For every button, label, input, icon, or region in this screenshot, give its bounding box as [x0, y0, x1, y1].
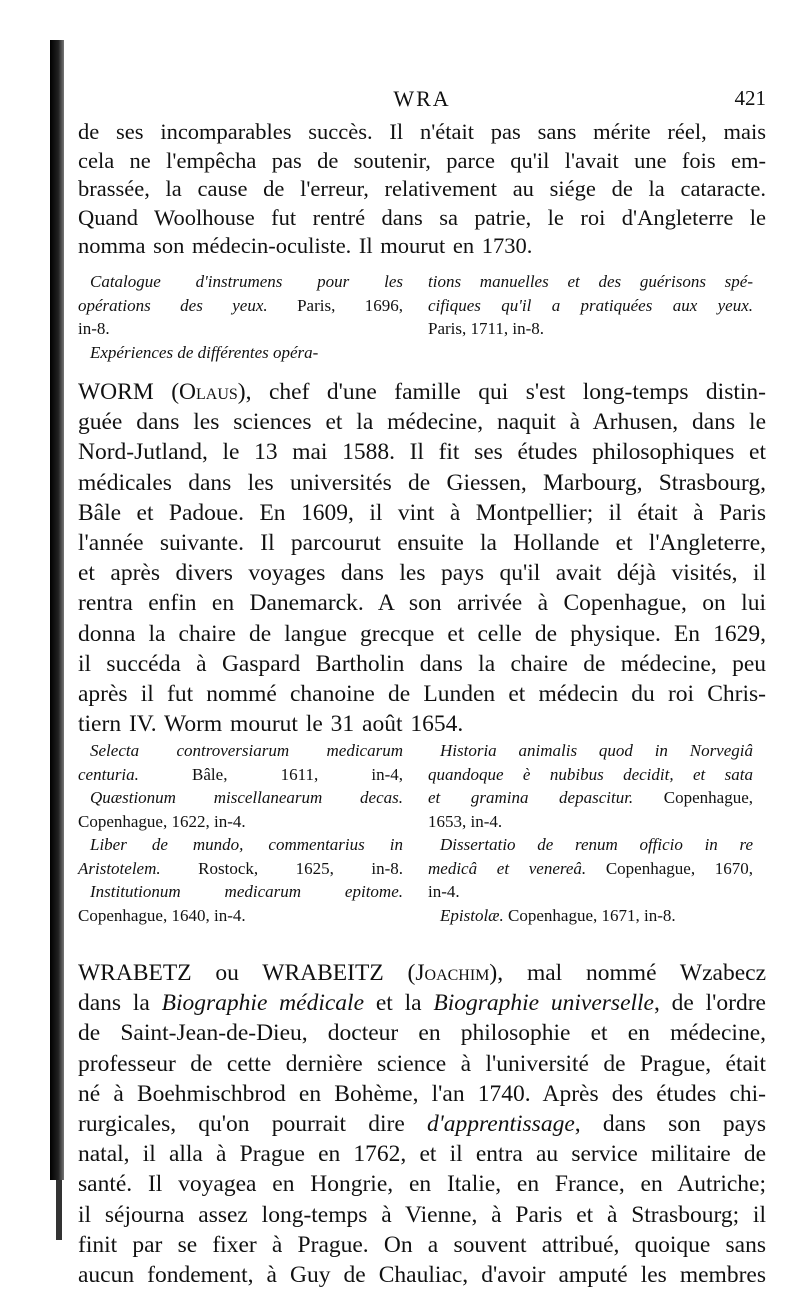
- reference-line: Quæstionum miscellanearum decas.: [90, 788, 403, 807]
- reference-line: in-8.: [78, 319, 110, 338]
- text-line: professeur de cette dernière science à l'université de Prague, était: [78, 1050, 766, 1077]
- reference-line: Expériences de différentes opéra-: [90, 342, 319, 362]
- text-line: né à Boehmischbrod en Bohème, l'an 1740. Après des études chi-: [78, 1080, 766, 1107]
- binding-shadow-lower: [56, 1180, 62, 1240]
- bibliography-column-left: [78, 739, 403, 927]
- text-line: natal, il alla à Prague en 1762, et il entra au service militaire de: [78, 1141, 766, 1168]
- reference-line: Copenhague, 1640, in-4.: [78, 905, 246, 925]
- reference-line: Institutionum medicarum epitome.: [90, 882, 403, 901]
- text-line: dans la Biographie médicale et la Biographie universelle, de l'ordre: [78, 990, 766, 1017]
- text-line: aucun fondement, à Guy de Chauliac, d'avoir amputé les membres: [78, 1262, 766, 1289]
- reference-line: Copenhague, 1622, in-4.: [78, 811, 246, 831]
- reference-line: 1653, in-4.: [428, 811, 503, 831]
- text-line: et après divers voyages dans les pays qu'il avait déjà visités, il: [78, 560, 766, 587]
- text-line: cela ne l'empêcha pas de soutenir, parce qu'il l'avait une fois em-: [78, 147, 766, 173]
- text-line: donna la chaire de langue grecque et celle de physique. En 1629,: [78, 620, 766, 647]
- reference-line: Liber de mundo, commentarius in: [90, 835, 403, 854]
- reference-line: opérations des yeux. Paris, 1696,: [78, 295, 403, 315]
- entry-wrabetz: [78, 958, 766, 1290]
- reference-line: Epistolæ. Copenhague, 1671, in-8.: [440, 905, 676, 925]
- reference-line: quandoque è nubibus decidit, et sata: [428, 764, 753, 784]
- text-line: de ses incomparables succès. Il n'était pas sans mérite réel, mais: [78, 119, 766, 144]
- text-line: Bâle et Padoue. En 1609, il vint à Montpellier; il était à Paris: [78, 499, 766, 526]
- text-line: médicales dans les universités de Giessen, Marbourg, Strasbourg,: [78, 469, 766, 496]
- bibliography-column-left: [78, 270, 403, 364]
- headword: WRABETZ ou WRABEITZ: [78, 960, 384, 986]
- bibliography-column-right: [428, 270, 753, 341]
- text-line: il séjourna assez long-temps à Vienne, à Paris et à Strasbourg; il: [78, 1201, 766, 1228]
- page-header: [78, 86, 766, 116]
- page-number: 421: [734, 86, 766, 110]
- reference-line: cifiques qu'il a pratiquées aux yeux.: [428, 295, 753, 315]
- text-line: finit par se fixer à Prague. On a souvent attribué, quoique sans: [78, 1231, 766, 1258]
- running-head: WRA: [393, 86, 451, 111]
- text-line: nomma son médecin-oculiste. Il mourut en 1730.: [78, 233, 533, 259]
- text-line: après il fut nommé chanoine de Lunden et médecin du roi Chris-: [78, 681, 766, 708]
- headword: WORM: [78, 379, 154, 405]
- text-line: tiern IV. Worm mourut le 31 août 1654.: [78, 711, 464, 738]
- text-line: de Saint-Jean-de-Dieu, docteur en philosophie et en médecine,: [78, 1020, 766, 1047]
- text-line: WRABETZ ou WRABEITZ (Joachim), mal nommé Wzabecz: [78, 960, 767, 986]
- headword-firstname: Joachim: [415, 960, 490, 986]
- cited-work: Biographie universelle: [433, 990, 654, 1017]
- text-line: Nord-Jutland, le 13 mai 1588. Il fit ses études philosophiques et: [78, 439, 766, 466]
- reference-line: Selecta controversiarum medicarum: [90, 741, 403, 760]
- cited-work: Biographie médicale: [161, 990, 365, 1017]
- entry-worm: [78, 377, 766, 739]
- bibliography-column-right: [428, 739, 753, 927]
- reference-line: et gramina depascitur. Copenhague,: [428, 788, 753, 807]
- text-line: l'année suivante. Il parcourut ensuite la Hollande et l'Angleterre,: [78, 530, 766, 557]
- text-line: Quand Woolhouse fut rentré dans sa patrie, le roi d'Angleterre le: [78, 204, 766, 230]
- reference-line: in-4.: [428, 882, 460, 901]
- reference-line: Catalogue d'instrumens pour les: [90, 272, 403, 291]
- reference-line: centuria. Bâle, 1611, in-4,: [78, 764, 403, 784]
- reference-line: Dissertatio de renum officio in re: [440, 835, 753, 854]
- paragraph-woolhouse-end: [78, 118, 766, 261]
- reference-line: tions manuelles et des guérisons spé-: [428, 272, 753, 291]
- text-line: rurgicales, qu'on pourrait dire d'apprentissage, dans son pays: [78, 1111, 766, 1138]
- reference-line: Paris, 1711, in-8.: [428, 319, 545, 338]
- text-line: santé. Il voyagea en Hongrie, en Italie, en France, en Autriche;: [78, 1171, 766, 1198]
- headword-firstname: Olaus: [179, 379, 238, 405]
- reference-line: medicâ et venereâ. Copenhague, 1670,: [428, 858, 753, 878]
- text-line: guée dans les sciences et la médecine, naquit à Arhusen, dans le: [78, 409, 766, 436]
- reference-line: Historia animalis quod in Norvegiâ: [440, 741, 753, 760]
- binding-shadow: [50, 40, 64, 1180]
- text-line: rentra enfin en Danemarck. A son arrivée à Copenhague, on lui: [78, 590, 766, 617]
- reference-line: Aristotelem. Rostock, 1625, in-8.: [78, 858, 403, 878]
- text-line: WORM (Olaus), chef d'une famille qui s'est long-temps distin-: [78, 379, 766, 405]
- text-line: il succéda à Gaspard Bartholin dans la chaire de médecine, peu: [78, 650, 766, 677]
- text-line: brassée, la cause de l'erreur, relativement au siége de la cataracte.: [78, 176, 766, 202]
